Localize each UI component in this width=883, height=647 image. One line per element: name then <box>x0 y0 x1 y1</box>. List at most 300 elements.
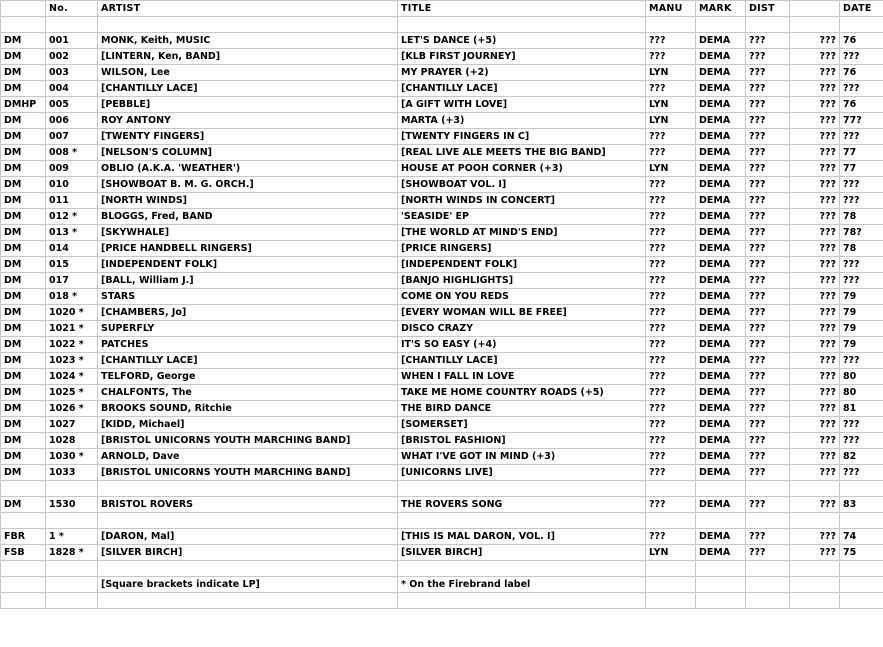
cell-distributor <box>746 577 790 593</box>
cell-title: [REAL LIVE ALE MEETS THE BIG BAND] <box>398 145 646 161</box>
cell-distributor: ??? <box>746 385 790 401</box>
cell-artist: [CHAMBERS, Jo] <box>98 305 398 321</box>
cell-distributor: ??? <box>746 305 790 321</box>
cell-extra: ??? <box>790 33 840 49</box>
cell-catalog-number: 1021 * <box>46 321 98 337</box>
cell-artist: [SILVER BIRCH] <box>98 545 398 561</box>
cell-artist <box>98 561 398 577</box>
cell-prefix: DMHP <box>1 97 46 113</box>
cell-distributor <box>746 593 790 609</box>
cell-distributor: ??? <box>746 449 790 465</box>
cell-mark: DEMA <box>696 129 746 145</box>
cell-catalog-number: 014 <box>46 241 98 257</box>
cell-artist: [NORTH WINDS] <box>98 193 398 209</box>
cell-artist: ARNOLD, Dave <box>98 449 398 465</box>
cell-title: IT'S SO EASY (+4) <box>398 337 646 353</box>
cell-prefix: DM <box>1 433 46 449</box>
cell-mark: DEMA <box>696 65 746 81</box>
cell-title: [SHOWBOAT VOL. I] <box>398 177 646 193</box>
cell-title: [TWENTY FINGERS IN C] <box>398 129 646 145</box>
cell-mark: DEMA <box>696 369 746 385</box>
cell-distributor: ??? <box>746 417 790 433</box>
cell-date <box>840 561 883 577</box>
cell-artist: BRISTOL ROVERS <box>98 497 398 513</box>
cell-manufacturer: ??? <box>646 497 696 513</box>
cell-mark: DEMA <box>696 177 746 193</box>
cell-title: COME ON YOU REDS <box>398 289 646 305</box>
cell-date: 76 <box>840 65 883 81</box>
cell-date: 80 <box>840 369 883 385</box>
cell-prefix: DM <box>1 81 46 97</box>
cell-catalog-number: 1530 <box>46 497 98 513</box>
cell-extra: ??? <box>790 321 840 337</box>
cell-prefix: DM <box>1 449 46 465</box>
cell-catalog-number: 002 <box>46 49 98 65</box>
cell-title: MY PRAYER (+2) <box>398 65 646 81</box>
table-row <box>1 417 883 433</box>
cell-artist: [CHANTILLY LACE] <box>98 353 398 369</box>
cell-title: MARTA (+3) <box>398 113 646 129</box>
cell-extra: ??? <box>790 257 840 273</box>
cell-date <box>840 593 883 609</box>
cell-artist: CHALFONTS, The <box>98 385 398 401</box>
table-row <box>1 449 883 465</box>
cell-mark: DEMA <box>696 433 746 449</box>
cell-date: ??? <box>840 193 883 209</box>
table-row <box>1 113 883 129</box>
cell-date: 74 <box>840 529 883 545</box>
cell-title <box>398 17 646 33</box>
cell-mark: DEMA <box>696 417 746 433</box>
cell-catalog-number: 1828 * <box>46 545 98 561</box>
cell-prefix: DM <box>1 257 46 273</box>
cell-mark: DEMA <box>696 33 746 49</box>
cell-prefix: FBR <box>1 529 46 545</box>
cell-distributor <box>746 481 790 497</box>
cell-catalog-number: 018 * <box>46 289 98 305</box>
table-row <box>1 97 883 113</box>
cell-manufacturer <box>646 513 696 529</box>
cell-artist: WILSON, Lee <box>98 65 398 81</box>
cell-distributor: ??? <box>746 273 790 289</box>
cell-mark: DEMA <box>696 209 746 225</box>
cell-distributor: ??? <box>746 369 790 385</box>
cell-mark: DEMA <box>696 97 746 113</box>
cell-distributor: ??? <box>746 465 790 481</box>
cell-mark: DEMA <box>696 113 746 129</box>
cell-title: [THIS IS MAL DARON, VOL. I] <box>398 529 646 545</box>
cell-prefix <box>1 17 46 33</box>
cell-mark: DEMA <box>696 145 746 161</box>
cell-catalog-number: 1028 <box>46 433 98 449</box>
cell-title: [INDEPENDENT FOLK] <box>398 257 646 273</box>
cell-catalog-number: 1022 * <box>46 337 98 353</box>
cell-artist: [Square brackets indicate LP] <box>98 577 398 593</box>
cell-extra <box>790 481 840 497</box>
cell-date: 78 <box>840 241 883 257</box>
cell-manufacturer: ??? <box>646 209 696 225</box>
cell-title: TAKE ME HOME COUNTRY ROADS (+5) <box>398 385 646 401</box>
cell-extra: ??? <box>790 209 840 225</box>
table-row <box>1 305 883 321</box>
cell-date: 79 <box>840 289 883 305</box>
cell-distributor: ??? <box>746 401 790 417</box>
cell-date: ??? <box>840 417 883 433</box>
cell-date: ??? <box>840 81 883 97</box>
cell-title: HOUSE AT POOH CORNER (+3) <box>398 161 646 177</box>
cell-artist: SUPERFLY <box>98 321 398 337</box>
cell-catalog-number: 008 * <box>46 145 98 161</box>
cell-title: [BRISTOL FASHION] <box>398 433 646 449</box>
cell-artist: BROOKS SOUND, Ritchie <box>98 401 398 417</box>
cell-artist: [SKYWHALE] <box>98 225 398 241</box>
cell-manufacturer: ??? <box>646 529 696 545</box>
cell-prefix: DM <box>1 353 46 369</box>
cell-artist: [PRICE HANDBELL RINGERS] <box>98 241 398 257</box>
cell-prefix: DM <box>1 465 46 481</box>
table-row <box>1 577 883 593</box>
cell-manufacturer: ??? <box>646 433 696 449</box>
cell-catalog-number: 010 <box>46 177 98 193</box>
cell-catalog-number: 007 <box>46 129 98 145</box>
cell-extra: ??? <box>790 97 840 113</box>
table-row <box>1 257 883 273</box>
table-body <box>1 1 883 609</box>
cell-manufacturer <box>646 577 696 593</box>
cell-catalog-number: 1020 * <box>46 305 98 321</box>
cell-date: ??? <box>840 433 883 449</box>
cell-date: 80 <box>840 385 883 401</box>
cell-title: [A GIFT WITH LOVE] <box>398 97 646 113</box>
table-row <box>1 65 883 81</box>
cell-extra: ??? <box>790 241 840 257</box>
cell-title: LET'S DANCE (+5) <box>398 33 646 49</box>
cell-manufacturer: LYN <box>646 113 696 129</box>
cell-manufacturer: ??? <box>646 257 696 273</box>
cell-distributor: ??? <box>746 177 790 193</box>
table-row <box>1 481 883 497</box>
cell-title: DISCO CRAZY <box>398 321 646 337</box>
header-artist: ARTIST <box>98 1 398 17</box>
cell-title: THE BIRD DANCE <box>398 401 646 417</box>
cell-date: ??? <box>840 129 883 145</box>
cell-distributor: ??? <box>746 145 790 161</box>
cell-prefix: DM <box>1 273 46 289</box>
cell-distributor: ??? <box>746 81 790 97</box>
table-row <box>1 161 883 177</box>
cell-artist: [DARON, Mal] <box>98 529 398 545</box>
cell-mark: DEMA <box>696 273 746 289</box>
cell-distributor: ??? <box>746 337 790 353</box>
table-row <box>1 225 883 241</box>
cell-title: [PRICE RINGERS] <box>398 241 646 257</box>
cell-extra: ??? <box>790 433 840 449</box>
cell-prefix: DM <box>1 305 46 321</box>
cell-date: 78? <box>840 225 883 241</box>
cell-title: [SOMERSET] <box>398 417 646 433</box>
cell-extra: ??? <box>790 177 840 193</box>
cell-prefix: DM <box>1 337 46 353</box>
table-row <box>1 369 883 385</box>
cell-extra: ??? <box>790 113 840 129</box>
table-row <box>1 273 883 289</box>
cell-catalog-number <box>46 561 98 577</box>
cell-catalog-number: 013 * <box>46 225 98 241</box>
cell-artist: ROY ANTONY <box>98 113 398 129</box>
cell-prefix <box>1 513 46 529</box>
cell-artist <box>98 481 398 497</box>
cell-title: [UNICORNS LIVE] <box>398 465 646 481</box>
table-row <box>1 241 883 257</box>
cell-prefix: FSB <box>1 545 46 561</box>
cell-mark: DEMA <box>696 449 746 465</box>
table-row <box>1 513 883 529</box>
table-row <box>1 353 883 369</box>
cell-mark: DEMA <box>696 465 746 481</box>
cell-manufacturer: ??? <box>646 193 696 209</box>
cell-manufacturer: ??? <box>646 385 696 401</box>
cell-extra: ??? <box>790 385 840 401</box>
cell-artist: [LINTERN, Ken, BAND] <box>98 49 398 65</box>
table-row <box>1 545 883 561</box>
cell-date: ??? <box>840 273 883 289</box>
cell-manufacturer <box>646 17 696 33</box>
cell-mark: DEMA <box>696 321 746 337</box>
cell-prefix: DM <box>1 417 46 433</box>
table-row <box>1 385 883 401</box>
cell-manufacturer: LYN <box>646 161 696 177</box>
cell-catalog-number <box>46 577 98 593</box>
cell-catalog-number <box>46 481 98 497</box>
table-row <box>1 209 883 225</box>
header-title: TITLE <box>398 1 646 17</box>
cell-artist: [CHANTILLY LACE] <box>98 81 398 97</box>
cell-artist: [BRISTOL UNICORNS YOUTH MARCHING BAND] <box>98 433 398 449</box>
table-row <box>1 81 883 97</box>
cell-distributor <box>746 561 790 577</box>
cell-date: 77 <box>840 145 883 161</box>
cell-extra: ??? <box>790 449 840 465</box>
cell-prefix: DM <box>1 33 46 49</box>
cell-mark <box>696 561 746 577</box>
cell-distributor: ??? <box>746 545 790 561</box>
cell-catalog-number: 1024 * <box>46 369 98 385</box>
header-prefix <box>1 1 46 17</box>
cell-mark: DEMA <box>696 353 746 369</box>
cell-catalog-number: 001 <box>46 33 98 49</box>
cell-distributor: ??? <box>746 129 790 145</box>
cell-artist: [SHOWBOAT B. M. G. ORCH.] <box>98 177 398 193</box>
cell-catalog-number <box>46 513 98 529</box>
cell-manufacturer: ??? <box>646 145 696 161</box>
header-catalog-number: No. <box>46 1 98 17</box>
cell-extra: ??? <box>790 81 840 97</box>
cell-mark: DEMA <box>696 49 746 65</box>
cell-extra: ??? <box>790 225 840 241</box>
cell-mark: DEMA <box>696 257 746 273</box>
cell-title: 'SEASIDE' EP <box>398 209 646 225</box>
cell-catalog-number: 005 <box>46 97 98 113</box>
cell-artist <box>98 17 398 33</box>
header-date: DATE <box>840 1 883 17</box>
cell-prefix: DM <box>1 161 46 177</box>
cell-prefix: DM <box>1 401 46 417</box>
cell-catalog-number: 012 * <box>46 209 98 225</box>
cell-distributor: ??? <box>746 257 790 273</box>
cell-distributor: ??? <box>746 161 790 177</box>
cell-distributor: ??? <box>746 113 790 129</box>
cell-date: 76 <box>840 97 883 113</box>
table-row <box>1 529 883 545</box>
cell-date: 79 <box>840 337 883 353</box>
cell-distributor: ??? <box>746 33 790 49</box>
cell-manufacturer <box>646 481 696 497</box>
cell-mark <box>696 577 746 593</box>
cell-mark: DEMA <box>696 161 746 177</box>
table-row <box>1 17 883 33</box>
cell-title: [SILVER BIRCH] <box>398 545 646 561</box>
cell-title: * On the Firebrand label <box>398 577 646 593</box>
cell-prefix: DM <box>1 49 46 65</box>
cell-extra <box>790 561 840 577</box>
cell-manufacturer: ??? <box>646 465 696 481</box>
cell-catalog-number: 1025 * <box>46 385 98 401</box>
header-mark: MARK <box>696 1 746 17</box>
cell-artist: [BALL, William J.] <box>98 273 398 289</box>
cell-artist <box>98 513 398 529</box>
cell-distributor: ??? <box>746 497 790 513</box>
cell-distributor: ??? <box>746 225 790 241</box>
cell-manufacturer: LYN <box>646 545 696 561</box>
header-row <box>1 1 883 17</box>
cell-title: [BANJO HIGHLIGHTS] <box>398 273 646 289</box>
cell-extra <box>790 577 840 593</box>
cell-extra: ??? <box>790 161 840 177</box>
cell-manufacturer: ??? <box>646 241 696 257</box>
cell-mark <box>696 593 746 609</box>
cell-manufacturer <box>646 593 696 609</box>
cell-prefix: DM <box>1 209 46 225</box>
cell-artist: [KIDD, Michael] <box>98 417 398 433</box>
cell-manufacturer: ??? <box>646 81 696 97</box>
cell-extra <box>790 593 840 609</box>
cell-catalog-number: 011 <box>46 193 98 209</box>
cell-date: ??? <box>840 49 883 65</box>
cell-prefix <box>1 481 46 497</box>
cell-distributor: ??? <box>746 193 790 209</box>
cell-catalog-number: 004 <box>46 81 98 97</box>
cell-mark: DEMA <box>696 225 746 241</box>
cell-artist: OBLIO (A.K.A. 'WEATHER') <box>98 161 398 177</box>
cell-extra: ??? <box>790 305 840 321</box>
table-row <box>1 593 883 609</box>
cell-extra: ??? <box>790 289 840 305</box>
cell-date: ??? <box>840 465 883 481</box>
cell-catalog-number: 1 * <box>46 529 98 545</box>
cell-artist: [INDEPENDENT FOLK] <box>98 257 398 273</box>
table-row <box>1 561 883 577</box>
cell-title <box>398 481 646 497</box>
cell-artist: STARS <box>98 289 398 305</box>
cell-manufacturer: ??? <box>646 369 696 385</box>
cell-catalog-number: 1033 <box>46 465 98 481</box>
cell-date <box>840 481 883 497</box>
cell-mark: DEMA <box>696 545 746 561</box>
cell-artist: [TWENTY FINGERS] <box>98 129 398 145</box>
cell-mark: DEMA <box>696 401 746 417</box>
cell-extra <box>790 17 840 33</box>
cell-mark: DEMA <box>696 81 746 97</box>
cell-extra: ??? <box>790 337 840 353</box>
cell-manufacturer <box>646 561 696 577</box>
cell-extra: ??? <box>790 497 840 513</box>
cell-manufacturer: ??? <box>646 449 696 465</box>
cell-mark: DEMA <box>696 497 746 513</box>
cell-mark <box>696 17 746 33</box>
cell-title: WHEN I FALL IN LOVE <box>398 369 646 385</box>
cell-date: ??? <box>840 353 883 369</box>
cell-prefix: DM <box>1 369 46 385</box>
table-row <box>1 401 883 417</box>
cell-title: [NORTH WINDS IN CONCERT] <box>398 193 646 209</box>
cell-date: 79 <box>840 305 883 321</box>
cell-artist: [PEBBLE] <box>98 97 398 113</box>
cell-date <box>840 17 883 33</box>
cell-mark <box>696 513 746 529</box>
cell-catalog-number <box>46 593 98 609</box>
table-row <box>1 337 883 353</box>
cell-distributor: ??? <box>746 353 790 369</box>
cell-date: 79 <box>840 321 883 337</box>
cell-prefix: DM <box>1 385 46 401</box>
cell-catalog-number: 1027 <box>46 417 98 433</box>
cell-artist: BLOGGS, Fred, BAND <box>98 209 398 225</box>
cell-catalog-number <box>46 17 98 33</box>
table-row <box>1 193 883 209</box>
table-row <box>1 497 883 513</box>
cell-catalog-number: 003 <box>46 65 98 81</box>
cell-date <box>840 513 883 529</box>
cell-distributor: ??? <box>746 209 790 225</box>
header-manufacturer: MANU <box>646 1 696 17</box>
cell-artist: MONK, Keith, MUSIC <box>98 33 398 49</box>
cell-title: [THE WORLD AT MIND'S END] <box>398 225 646 241</box>
cell-title: [EVERY WOMAN WILL BE FREE] <box>398 305 646 321</box>
cell-prefix: DM <box>1 497 46 513</box>
cell-prefix: DM <box>1 193 46 209</box>
cell-date: 77 <box>840 161 883 177</box>
cell-mark: DEMA <box>696 305 746 321</box>
table-row <box>1 145 883 161</box>
cell-title: THE ROVERS SONG <box>398 497 646 513</box>
cell-extra: ??? <box>790 369 840 385</box>
cell-mark: DEMA <box>696 337 746 353</box>
cell-date: 78 <box>840 209 883 225</box>
cell-extra: ??? <box>790 145 840 161</box>
cell-distributor <box>746 513 790 529</box>
cell-artist: [BRISTOL UNICORNS YOUTH MARCHING BAND] <box>98 465 398 481</box>
cell-manufacturer: ??? <box>646 337 696 353</box>
cell-catalog-number: 015 <box>46 257 98 273</box>
cell-distributor <box>746 17 790 33</box>
cell-manufacturer: LYN <box>646 65 696 81</box>
cell-prefix: DM <box>1 113 46 129</box>
cell-manufacturer: ??? <box>646 401 696 417</box>
cell-extra: ??? <box>790 129 840 145</box>
cell-date: 76 <box>840 33 883 49</box>
cell-mark: DEMA <box>696 529 746 545</box>
table-row <box>1 129 883 145</box>
